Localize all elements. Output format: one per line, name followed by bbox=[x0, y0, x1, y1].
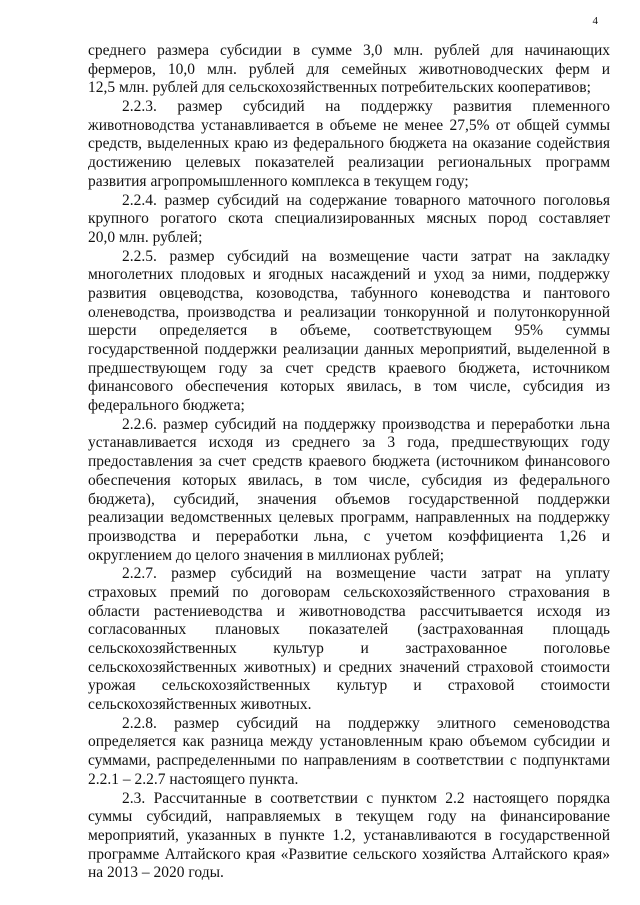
text-line: федерального бюджета; bbox=[88, 397, 245, 415]
text-line: 2.2.1 – 2.2.7 настоящего пункта. bbox=[88, 770, 299, 788]
text-line: сельскохозяйственных животных) и средних значений страховой стоимости bbox=[88, 658, 610, 676]
text-line: урожая сельскохозяйственных культур и страховой стоимости bbox=[88, 677, 610, 695]
text-line: фермеров, 10,0 млн. рублей для семейных животноводческих ферм и bbox=[88, 60, 610, 78]
text-line: достижению целевых показателей реализации региональных программ bbox=[88, 154, 610, 172]
text-line: многолетних плодовых и ягодных насаждений и уход за ними, поддержку bbox=[88, 266, 610, 284]
text-line: средств, выделенных краю из федерального бюджета на оказание содействия bbox=[88, 135, 610, 153]
text-line: производства и переработки льна, с учетом коэффициента 1,26 и bbox=[88, 527, 610, 545]
text-line: согласованных плановых показателей (застрахованная площадь bbox=[88, 621, 610, 639]
text-line: на 2013 – 2020 годы. bbox=[88, 864, 224, 882]
text-line: программе Алтайского края «Развитие сельского хозяйства Алтайского края» bbox=[88, 845, 610, 863]
text-line: обеспечения которых явилась, в том числе, субсидия из федерального bbox=[88, 471, 610, 489]
text-line: 2.2.6. размер субсидий на поддержку производства и переработки льна bbox=[122, 415, 610, 433]
text-line: крупного рогатого скота специализированных мясных пород составляет bbox=[88, 210, 610, 228]
text-line: округлением до целого значения в миллионах рублей; bbox=[88, 546, 445, 564]
text-line: 2.2.4. размер субсидий на содержание товарного маточного поголовья bbox=[122, 191, 610, 209]
text-line: сельскохозяйственных культур и застрахованное поголовье bbox=[88, 640, 610, 657]
text-line: 2.2.8. размер субсидий на поддержку элитного семеноводства bbox=[122, 714, 610, 732]
document-body bbox=[88, 42, 610, 883]
page-number: 4 bbox=[592, 15, 598, 27]
text-line: развития овцеводства, козоводства, табунного коневодства и пантового bbox=[88, 284, 610, 302]
text-line: реализации ведомственных целевых программ, направленных на поддержку bbox=[88, 509, 610, 527]
text-line: области растениеводства и животноводства рассчитывается исходя из bbox=[88, 602, 610, 620]
text-line: государственной поддержки реализации данных мероприятий, выделенной в bbox=[88, 341, 610, 358]
text-line: оленеводства, производства и реализации тонкорунной и полутонкорунной bbox=[88, 303, 610, 321]
text-line: 20,0 млн. рублей; bbox=[88, 228, 203, 246]
text-line: 12,5 млн. рублей для сельскохозяйственных потребительских кооперативов; bbox=[88, 79, 591, 97]
text-line: 2.2.5. размер субсидий на возмещение части затрат на закладку bbox=[122, 247, 610, 265]
text-line: финансового обеспечения которых явилась, в том числе, субсидия из bbox=[88, 378, 610, 396]
document-page bbox=[88, 0, 610, 905]
text-line: 2.2.7. размер субсидий на возмещение части затрат на уплату bbox=[122, 565, 610, 583]
text-line: шерсти определяется в объеме, соответствующем 95% суммы bbox=[88, 322, 610, 340]
text-line: среднего размера субсидии в сумме 3,0 млн. рублей для начинающих bbox=[88, 42, 610, 59]
text-line: мероприятий, указанных в пункте 1.2, устанавливаются в государственной bbox=[88, 826, 610, 844]
text-line: суммами, распределенными по направлениям в соответствии с подпунктами bbox=[88, 752, 610, 770]
text-line: страховых премий по договорам сельскохозяйственного страхования в bbox=[88, 583, 610, 601]
text-line: устанавливается исходя из среднего за 3 года, предшествующих году bbox=[88, 434, 610, 452]
text-line: бюджета), субсидий, значения объемов государственной поддержки bbox=[88, 490, 610, 508]
text-line: животноводства устанавливается в объеме не менее 27,5% от общей суммы bbox=[88, 116, 610, 134]
text-line: определяется как разница между установленным краю объемом субсидии и bbox=[88, 733, 610, 751]
text-line: сельскохозяйственных животных. bbox=[88, 696, 312, 714]
text-line: 2.2.3. размер субсидий на поддержку развития племенного bbox=[122, 98, 610, 116]
text-line: предоставления за счет средств краевого бюджета (источником финансового bbox=[88, 453, 610, 471]
text-line: развития агропромышленного комплекса в текущем году; bbox=[88, 172, 469, 190]
text-line: суммы субсидий, направляемых в текущем году на финансирование bbox=[88, 808, 610, 826]
text-line: 2.3. Рассчитанные в соответствии с пунктом 2.2 настоящего порядка bbox=[122, 789, 610, 807]
text-line: предшествующем году за счет средств краевого бюджета, источником bbox=[88, 359, 610, 377]
